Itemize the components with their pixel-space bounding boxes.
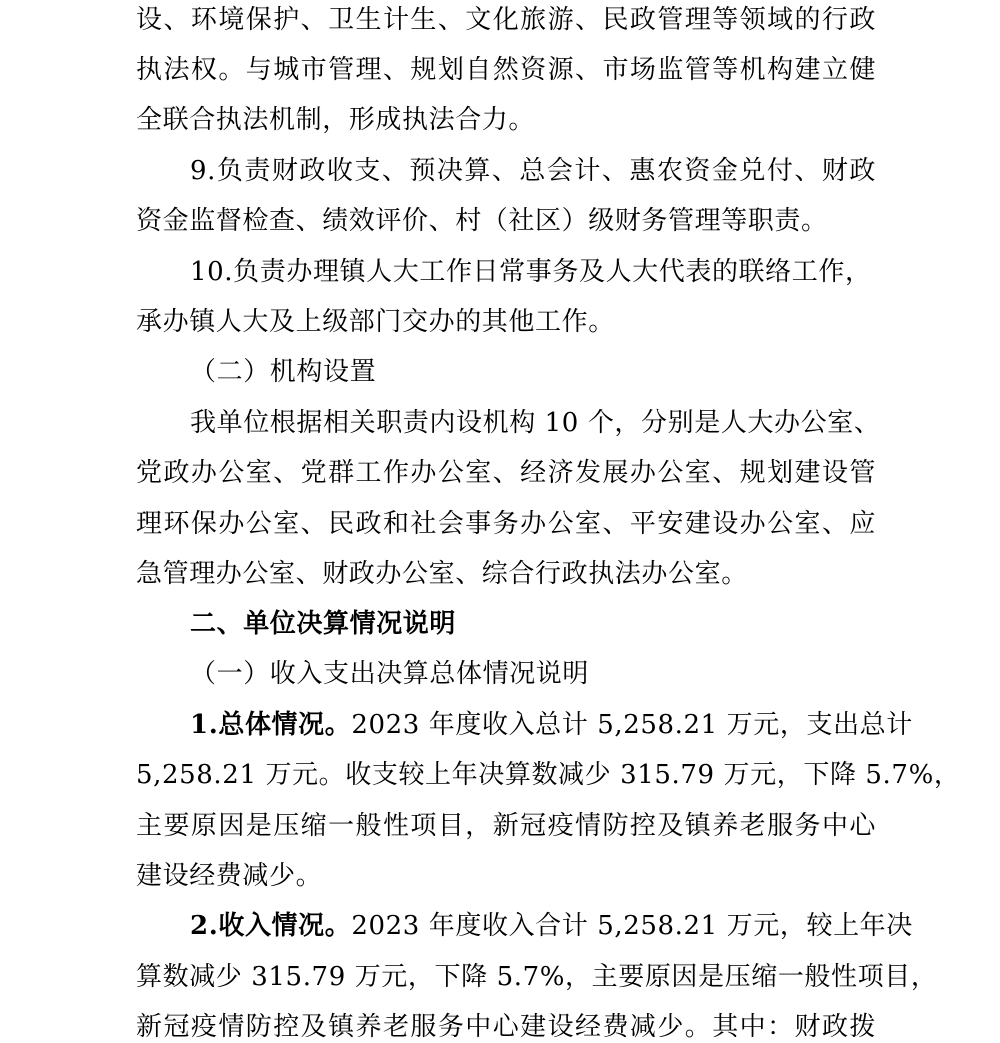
subheading-overview: （一）收入支出决算总体情况说明 — [190, 659, 590, 689]
numbered-item-9: 9.负责财政收支、预决算、总会计、惠农资金兑付、财政 — [190, 156, 876, 186]
body-line: 党政办公室、党群工作办公室、经济发展办公室、规划建设管 — [136, 458, 876, 488]
body-line: 急管理办公室、财政办公室、综合行政执法办公室。 — [136, 559, 748, 589]
body-line: 承办镇人大及上级部门交办的其他工作。 — [136, 307, 615, 337]
bold-lead-income: 2.收入情况。 — [190, 911, 352, 941]
body-line: 执法权。与城市管理、规划自然资源、市场监管等机构建立健 — [136, 55, 876, 85]
subheading-institution-setup: （二）机构设置 — [190, 357, 377, 387]
numbered-item-10: 10.负责办理镇人大工作日常事务及人大代表的联络工作， — [190, 257, 872, 287]
body-line: 资金监督检查、绩效评价、村（社区）级财务管理等职责。 — [136, 206, 828, 236]
body-line: 全联合执法机制，形成执法合力。 — [136, 105, 536, 135]
paragraph-income-first-line — [190, 911, 913, 941]
body-line: 主要原因是压缩一般性项目，新冠疫情防控及镇养老服务中心 — [136, 811, 876, 841]
body-line: 设、环境保护、卫生计生、文化旅游、民政管理等领域的行政 — [136, 5, 876, 35]
paragraph-total-first-line — [190, 710, 913, 740]
body-line: 新冠疫情防控及镇养老服务中心建设经费减少。其中：财政拨 — [136, 1012, 876, 1042]
section-heading: 二、单位决算情况说明 — [190, 609, 457, 639]
body-line: 算数减少 315.79 万元，下降 5.7%，主要原因是压缩一般性项目， — [136, 962, 938, 992]
bold-lead-total: 1.总体情况。 — [190, 710, 352, 740]
body-line: 建设经费减少。 — [136, 861, 323, 891]
line-text: 2023 年度收入合计 5,258.21 万元，较上年决 — [351, 911, 913, 941]
body-line: 我单位根据相关职责内设机构 10 个，分别是人大办公室、 — [190, 408, 881, 438]
body-line: 5,258.21 万元。收支较上年决算数减少 315.79 万元，下降 5.7%， — [136, 760, 961, 790]
line-text: 2023 年度收入总计 5,258.21 万元，支出总计 — [351, 710, 913, 740]
body-line: 理环保办公室、民政和社会事务办公室、平安建设办公室、应 — [136, 509, 876, 539]
